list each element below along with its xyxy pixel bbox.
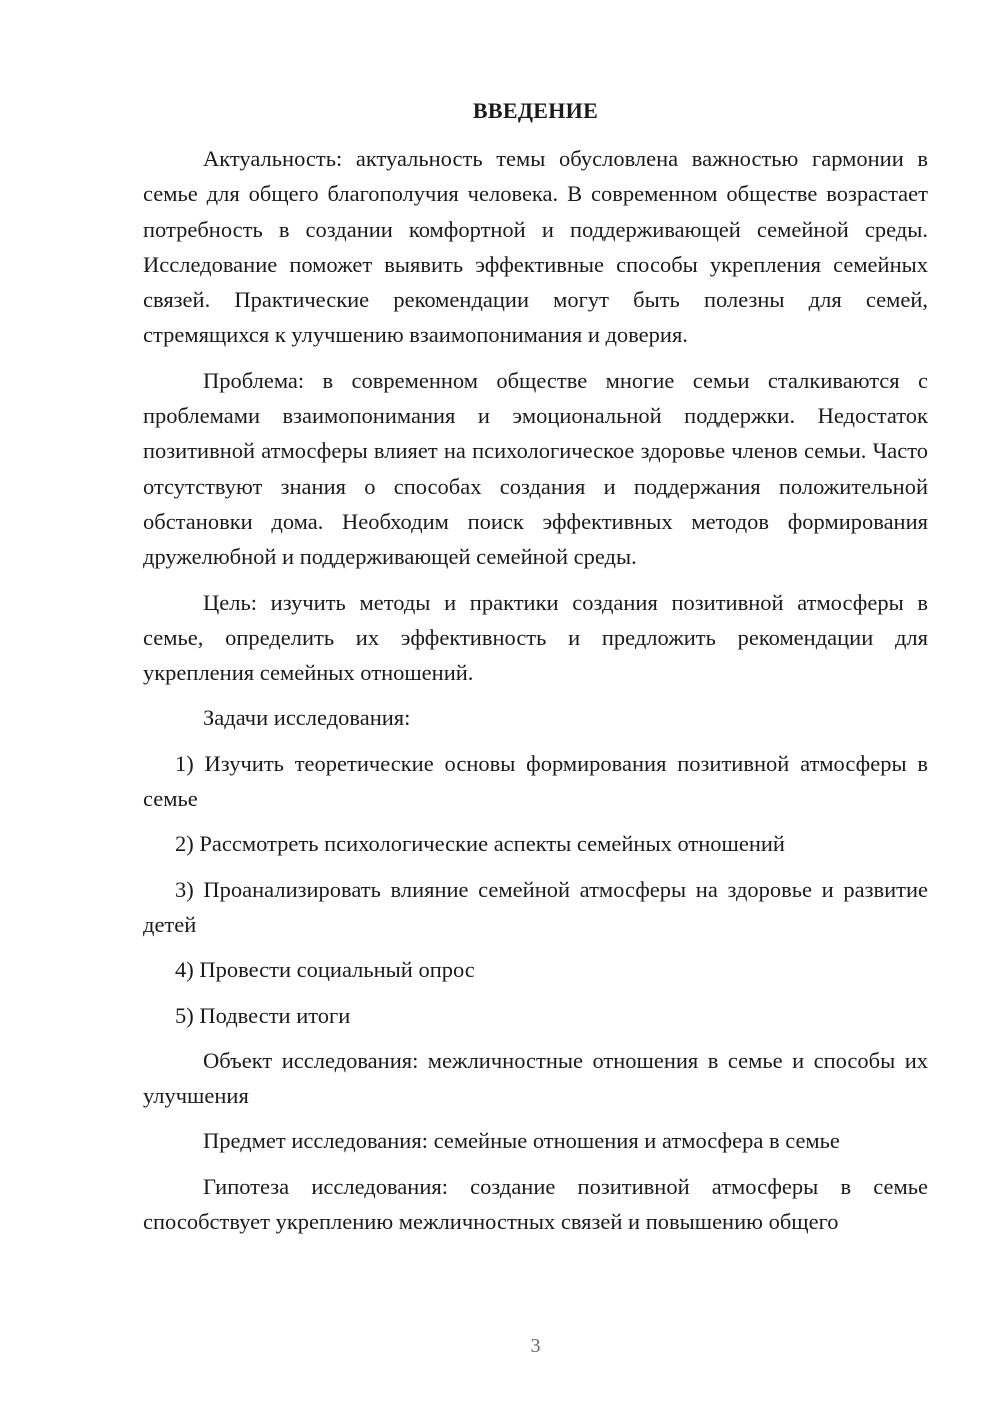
- task-item-4: 4) Провести социальный опрос: [175, 957, 475, 983]
- goal-paragraph: Цель: изучить методы и практики создания позитивной атмосферы в семье, определить их эффективность и предложить рекомендации для укрепления семейных отношений.: [143, 589, 928, 686]
- task-item-1: 1) Изучить теоретические основы формирования позитивной атмосферы в семье: [143, 750, 928, 812]
- task-item-3: 3) Проанализировать влияние семейной атмосферы на здоровье и развитие детей: [143, 876, 928, 937]
- subject-paragraph: Предмет исследования: семейные отношения и атмосфера в семье: [203, 1128, 840, 1154]
- problem-paragraph: Проблема: в современном обществе многие семьи сталкиваются с проблемами взаимопонимания и эмоциональной поддержки. Недостаток позитивной атмосферы влияет на психологическое здоровье членов семьи. Часто отсутствуют знания о способах создания и поддержания положительной обстановки дома. Необходим поиск эффективных методов формирования дружелюбной и поддерживающей семейной среды.: [143, 367, 928, 570]
- object-paragraph: Объект исследования: межличностные отношения в семье и способы их улучшения: [143, 1047, 928, 1109]
- document-body: [143, 141, 928, 1249]
- document-page: [143, 0, 928, 1414]
- page-number: 3: [530, 1335, 541, 1357]
- tasks-heading: Задачи исследования:: [203, 705, 411, 731]
- task-item-5: 5) Подвести итоги: [175, 1002, 351, 1028]
- page-title: ВВЕДЕНИЕ: [472, 98, 599, 123]
- relevance-paragraph: Актуальность: актуальность темы обусловлена важностью гармонии в семье для общего благополучия человека. В современном обществе возрастает потребность в создании комфортной и поддерживающей семейной среды. Исследование поможет выявить эффективные способы укрепления семейных связей. Практические рекомендации могут быть полезны для семей, стремящихся к улучшению взаимопонимания и доверия.: [143, 146, 928, 348]
- task-item-2: 2) Рассмотреть психологические аспекты семейных отношений: [175, 831, 785, 857]
- hypothesis-paragraph: Гипотеза исследования: создание позитивной атмосферы в семье способствует укреплению межличностных связей и повышению общего: [143, 1173, 928, 1235]
